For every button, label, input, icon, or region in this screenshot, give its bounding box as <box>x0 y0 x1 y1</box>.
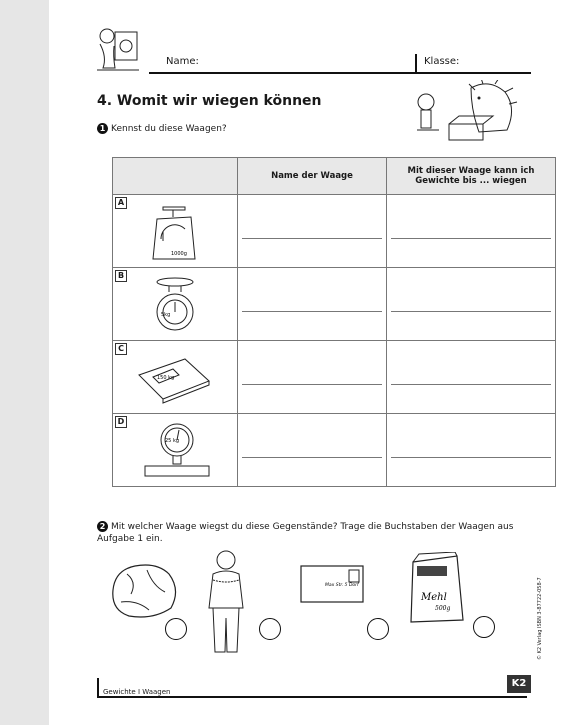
table-row-a-name[interactable] <box>238 195 387 268</box>
task1-number: 1 <box>97 123 108 134</box>
table-row-c-image <box>113 341 238 414</box>
kitchen-scale-b-icon <box>151 276 201 336</box>
row-tag: A <box>115 197 127 209</box>
answer-circle-stone[interactable] <box>165 618 187 640</box>
scale-d-text: 25 kg <box>165 438 180 444</box>
name-line[interactable] <box>149 72 417 74</box>
task1-text: Kennst du diese Waagen? <box>111 124 227 134</box>
table-row-a-image <box>113 195 238 268</box>
footer-divider <box>97 678 99 698</box>
scale-a-text: 1000g <box>171 251 187 257</box>
kitchen-scale-a-icon <box>151 205 201 261</box>
bathroom-scale-icon <box>135 355 215 405</box>
table-row-b-name[interactable] <box>238 268 387 341</box>
footer-topic: Gewichte I Waagen <box>103 688 171 696</box>
answer-circle-letter[interactable] <box>367 618 389 640</box>
table-row-d-name[interactable] <box>238 414 387 487</box>
letter-icon <box>299 564 367 606</box>
header-illustration <box>95 22 141 78</box>
letter-address: Max Str. 5 Dorf <box>325 583 359 588</box>
task2-text: Mit welcher Waage wiegst du diese Gegenstände? Trage die Buchstaben der Waagen aus Aufgabe 1 ein. <box>97 522 514 544</box>
table-row-b-weight[interactable] <box>387 268 556 341</box>
answer-circle-flour[interactable] <box>473 616 495 638</box>
scale-c-text: 150 kg <box>157 375 175 381</box>
class-label: Klasse: <box>424 56 460 67</box>
row-tag: B <box>115 270 127 282</box>
table-row-d-image <box>113 414 238 487</box>
flour-label: Mehl <box>421 592 447 603</box>
footer-line <box>97 696 527 698</box>
scales-table <box>112 157 556 487</box>
task1 <box>97 123 227 134</box>
scale-b-text: 5kg <box>161 312 171 318</box>
table-row-c-weight[interactable] <box>387 341 556 414</box>
copyright-side-text: © K2 Verlag ISBN 3-87722-058-7 <box>537 577 543 660</box>
flour-bag-icon <box>405 552 467 626</box>
table-row-b-image <box>113 268 238 341</box>
child-icon <box>201 548 251 658</box>
publisher-logo: K2 <box>507 675 531 693</box>
platform-scale-icon <box>139 422 215 482</box>
row-tag: C <box>115 343 127 355</box>
class-line[interactable] <box>417 72 531 74</box>
table-row-d-weight[interactable] <box>387 414 556 487</box>
table-header-weight: Mit dieser Waage kann ich Gewichte bis ... wiegen <box>387 158 556 195</box>
table-row-a-weight[interactable] <box>387 195 556 268</box>
hedgehog-illustration <box>409 80 519 152</box>
page-title: 4. Womit wir wiegen können <box>97 93 322 109</box>
stone-icon <box>107 560 183 622</box>
table-row-c-name[interactable] <box>238 341 387 414</box>
name-label: Name: <box>166 56 199 67</box>
header-divider <box>415 54 417 74</box>
row-tag: D <box>115 416 127 428</box>
table-header-image <box>113 158 238 195</box>
task2 <box>97 521 527 545</box>
flour-weight: 500g <box>435 605 451 612</box>
task2-number: 2 <box>97 521 108 532</box>
worksheet-page <box>49 0 561 725</box>
answer-circle-child[interactable] <box>259 618 281 640</box>
table-header-name: Name der Waage <box>238 158 387 195</box>
